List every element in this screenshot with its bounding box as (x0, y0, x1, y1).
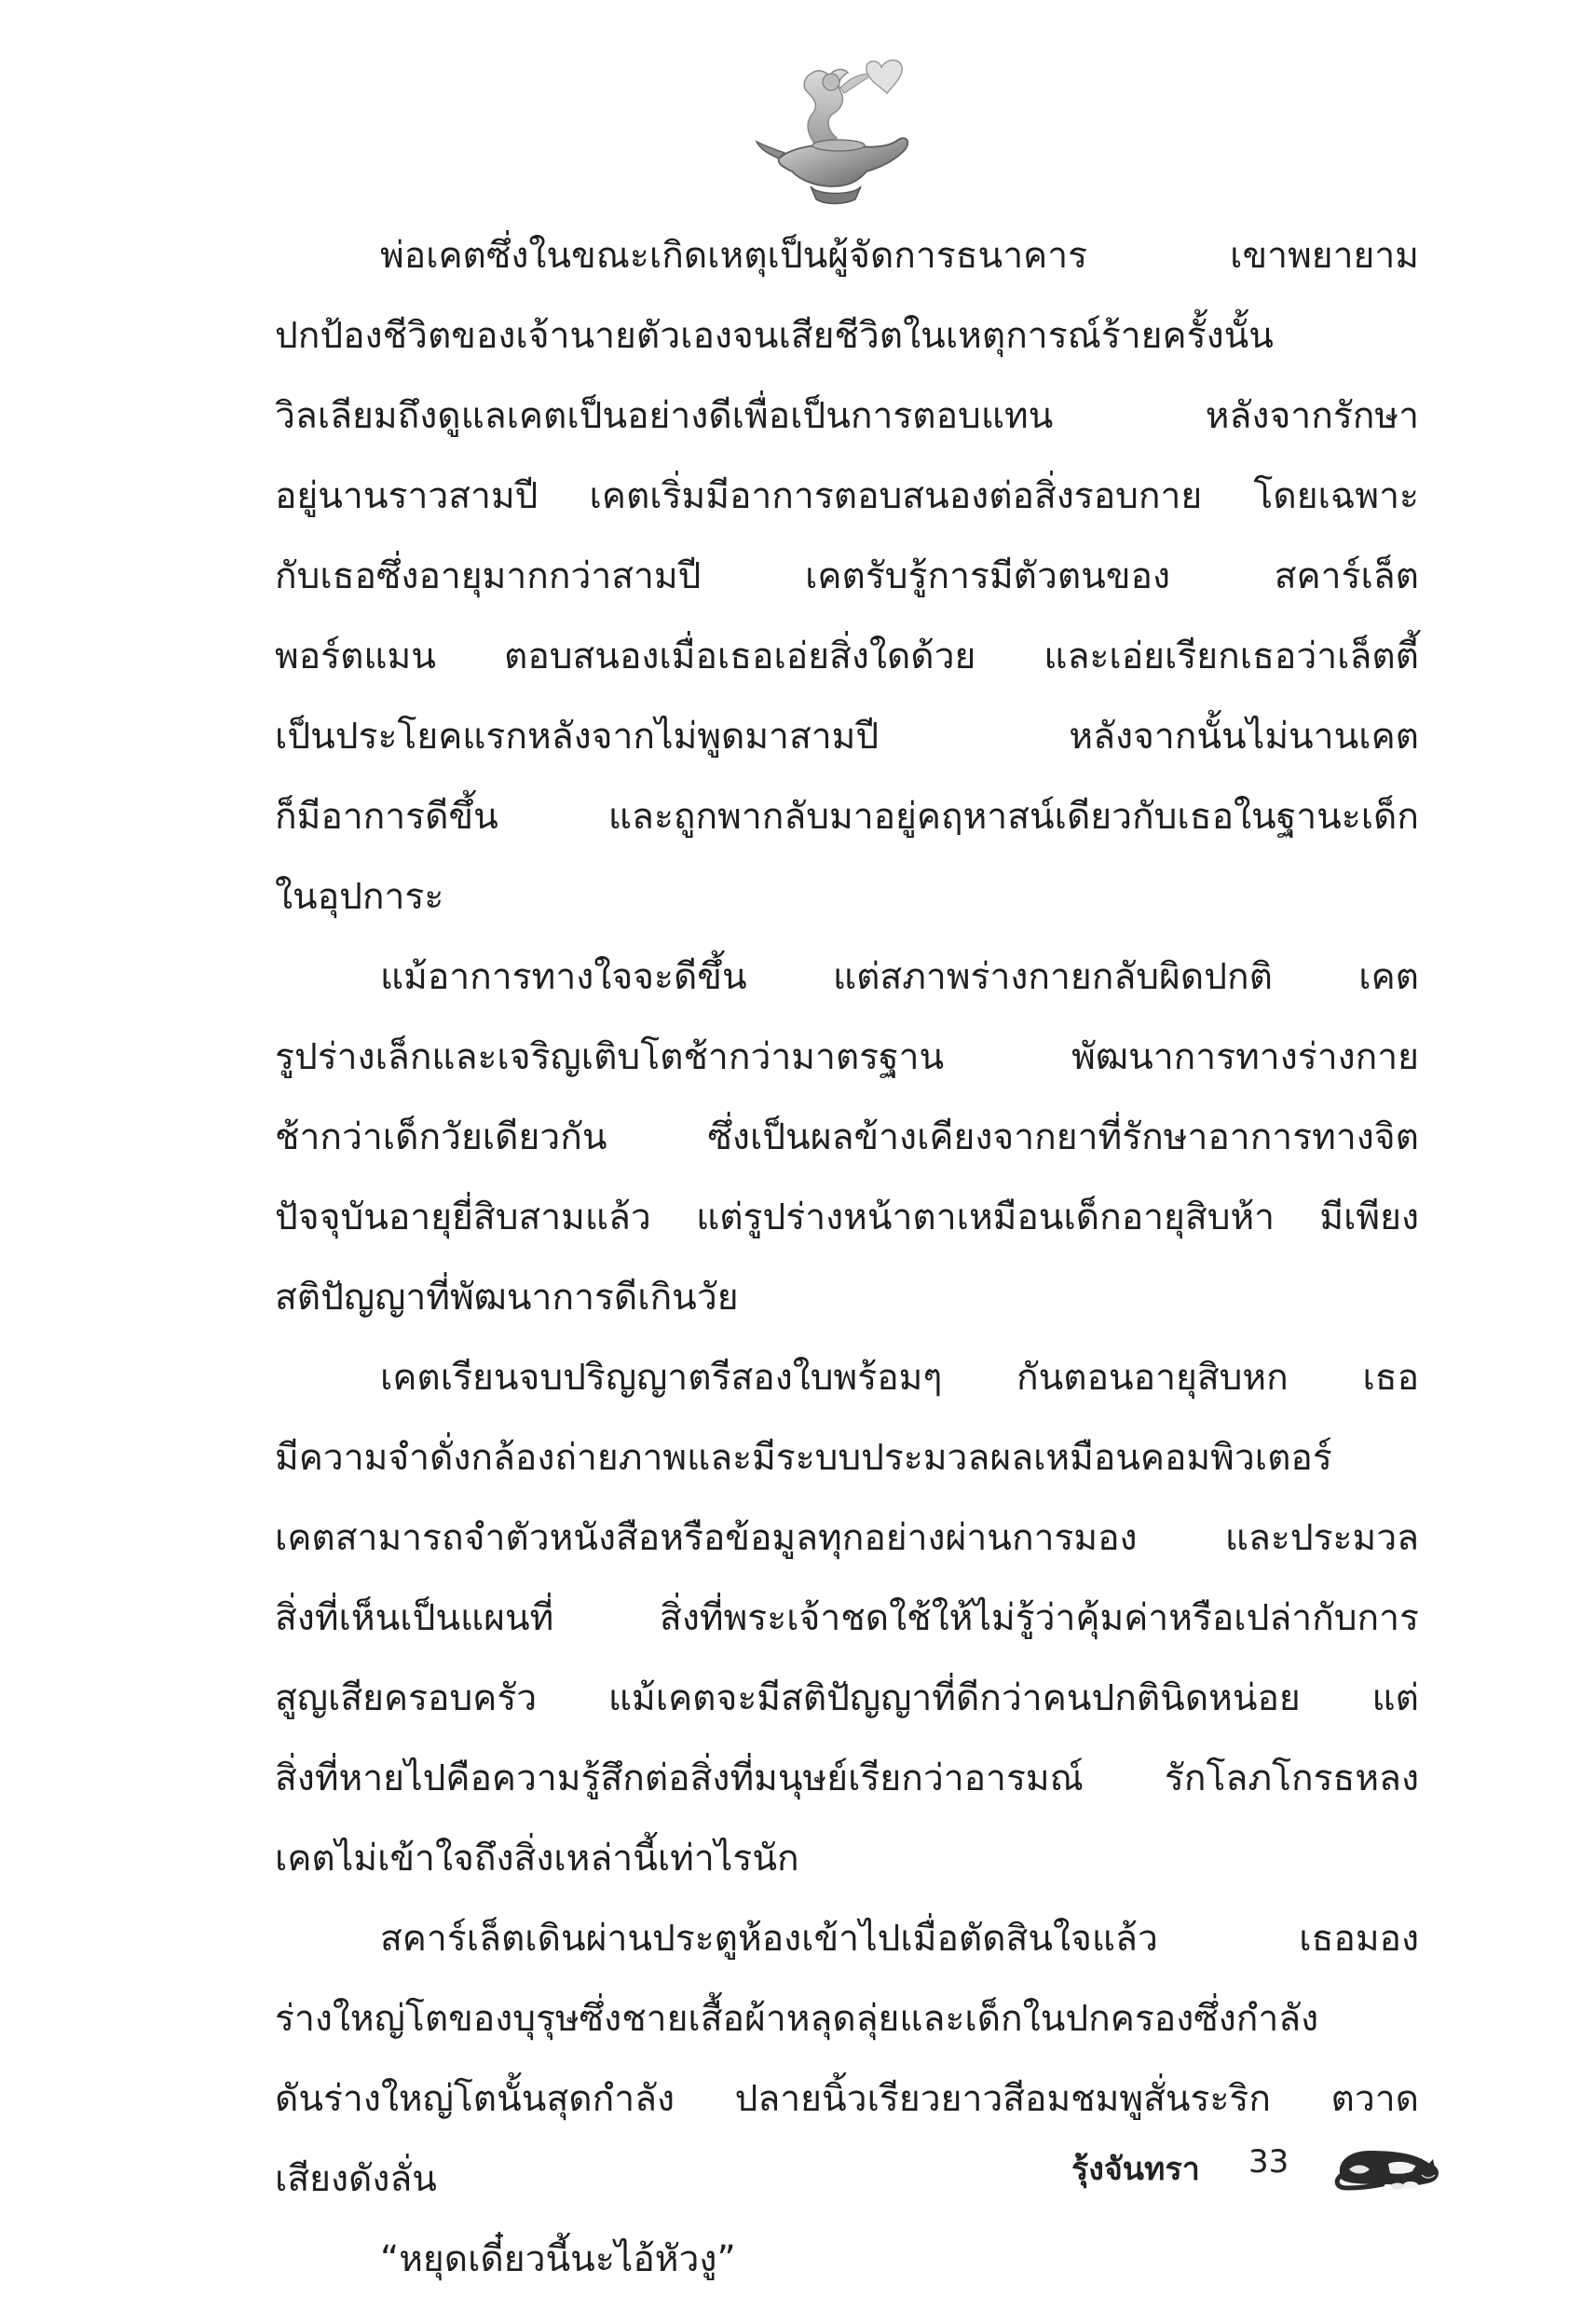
body-line: ในอุปการะ (275, 876, 444, 918)
body-line: ช้ากว่าเด็กวัยเดียวกัน ซึ่งเป็นผลข้างเคียงจากยาที่รักษาอาการทางจิต (275, 1116, 1419, 1158)
body-line: มีความจำดั่งกล้องถ่ายภาพและมีระบบประมวลผลเหมือนคอมพิวเตอร์ (275, 1437, 1332, 1479)
body-line: เคตเรียนจบปริญญาตรีสองใบพร้อมๆ กันตอนอายุสิบหก เธอ (380, 1357, 1419, 1399)
body-line: แม้อาการทางใจจะดีขึ้น แต่สภาพร่างกายกลับผิดปกติ เคต (380, 956, 1419, 998)
body-line: ร่างใหญ่โตของบุรุษซึ่งชายเสื้อผ้าหลุดลุ่ยและเด็กในปกครองซึ่งกำลัง (275, 1998, 1319, 2040)
body-line: สิ่งที่เห็นเป็นแผนที่ สิ่งที่พระเจ้าชดใช้ให้ไม่รู้ว่าคุ้มค่าหรือเปล่ากับการ (275, 1597, 1419, 1639)
body-line: กับเธอซึ่งอายุมากกว่าสามปี เคตรับรู้การมีตัวตนของ สคาร์เล็ต (275, 555, 1419, 597)
body-line: สคาร์เล็ตเดินผ่านประตูห้องเข้าไปเมื่อตัดสินใจแล้ว เธอมอง (380, 1918, 1419, 1960)
body-line: พ่อเคตซึ่งในขณะเกิดเหตุเป็นผู้จัดการธนาคาร เขาพยายาม (380, 235, 1419, 277)
body-line: ปัจจุบันอายุยี่สิบสามแล้ว แต่รูปร่างหน้าตาเหมือนเด็กอายุสิบห้า มีเพียง (275, 1197, 1419, 1238)
body-line: เคตสามารถจำตัวหนังสือหรือข้อมูลทุกอย่างผ่านการมอง และประมวล (275, 1517, 1419, 1559)
body-line: ก็มีอาการดีขึ้น และถูกพากลับมาอยู่คฤหาสน์เดียวกับเธอในฐานะเด็ก (275, 796, 1419, 838)
body-line: “หยุดเดี๋ยวนี้นะไอ้หัวงู” (380, 2238, 736, 2280)
body-line: ปกป้องชีวิตของเจ้านายตัวเองจนเสียชีวิตในเหตุการณ์ร้ายครั้งนั้น (275, 315, 1274, 357)
body-line: อยู่นานราวสามปี เคตเริ่มมีอาการตอบสนองต่อสิ่งรอบกาย โดยเฉพาะ (275, 475, 1419, 517)
sleeping-cat-icon (1332, 2132, 1442, 2192)
body-line: รูปร่างเล็กและเจริญเติบโตช้ากว่ามาตรฐาน พัฒนาการทางร่างกาย (275, 1036, 1419, 1078)
body-line: เสียงดังลั่น (275, 2158, 437, 2200)
body-line: เคตไม่เข้าใจถึงสิ่งเหล่านี้เท่าไรนัก (275, 1838, 799, 1880)
body-line: วิลเลียมถึงดูแลเคตเป็นอย่างดีเพื่อเป็นการตอบแทน หลังจากรักษา (275, 395, 1419, 437)
body-line: พอร์ตแมน ตอบสนองเมื่อเธอเอ่ยสิ่งใดด้วย และเอ่ยเรียกเธอว่าเล็ตตี้ (275, 636, 1419, 677)
body-line: สติปัญญาที่พัฒนาการดีเกินวัย (275, 1277, 739, 1319)
body-line: เป็นประโยคแรกหลังจากไม่พูดมาสามปี หลังจากนั้นไม่นานเคต (275, 716, 1419, 758)
body-line: ดันร่างใหญ่โตนั้นสุดกำลัง ปลายนิ้วเรียวยาวสีอมชมพูสั่นระริก ตวาด (275, 2078, 1419, 2120)
body-line: สูญเสียครอบครัว แม้เคตจะมีสติปัญญาที่ดีกว่าคนปกตินิดหน่อย แต่ (275, 1677, 1419, 1719)
body-line: สิ่งที่หายไปคือความรู้สึกต่อสิ่งที่มนุษย์เรียกว่าอารมณ์ รักโลภโกรธหลง (275, 1757, 1419, 1799)
genie-lamp-icon (751, 48, 915, 209)
body-text (275, 216, 1419, 2300)
page-number: 33 (1248, 2143, 1289, 2181)
book-title: รุ้งจันทรา (1071, 2151, 1200, 2188)
page-footer (1071, 2132, 1500, 2197)
